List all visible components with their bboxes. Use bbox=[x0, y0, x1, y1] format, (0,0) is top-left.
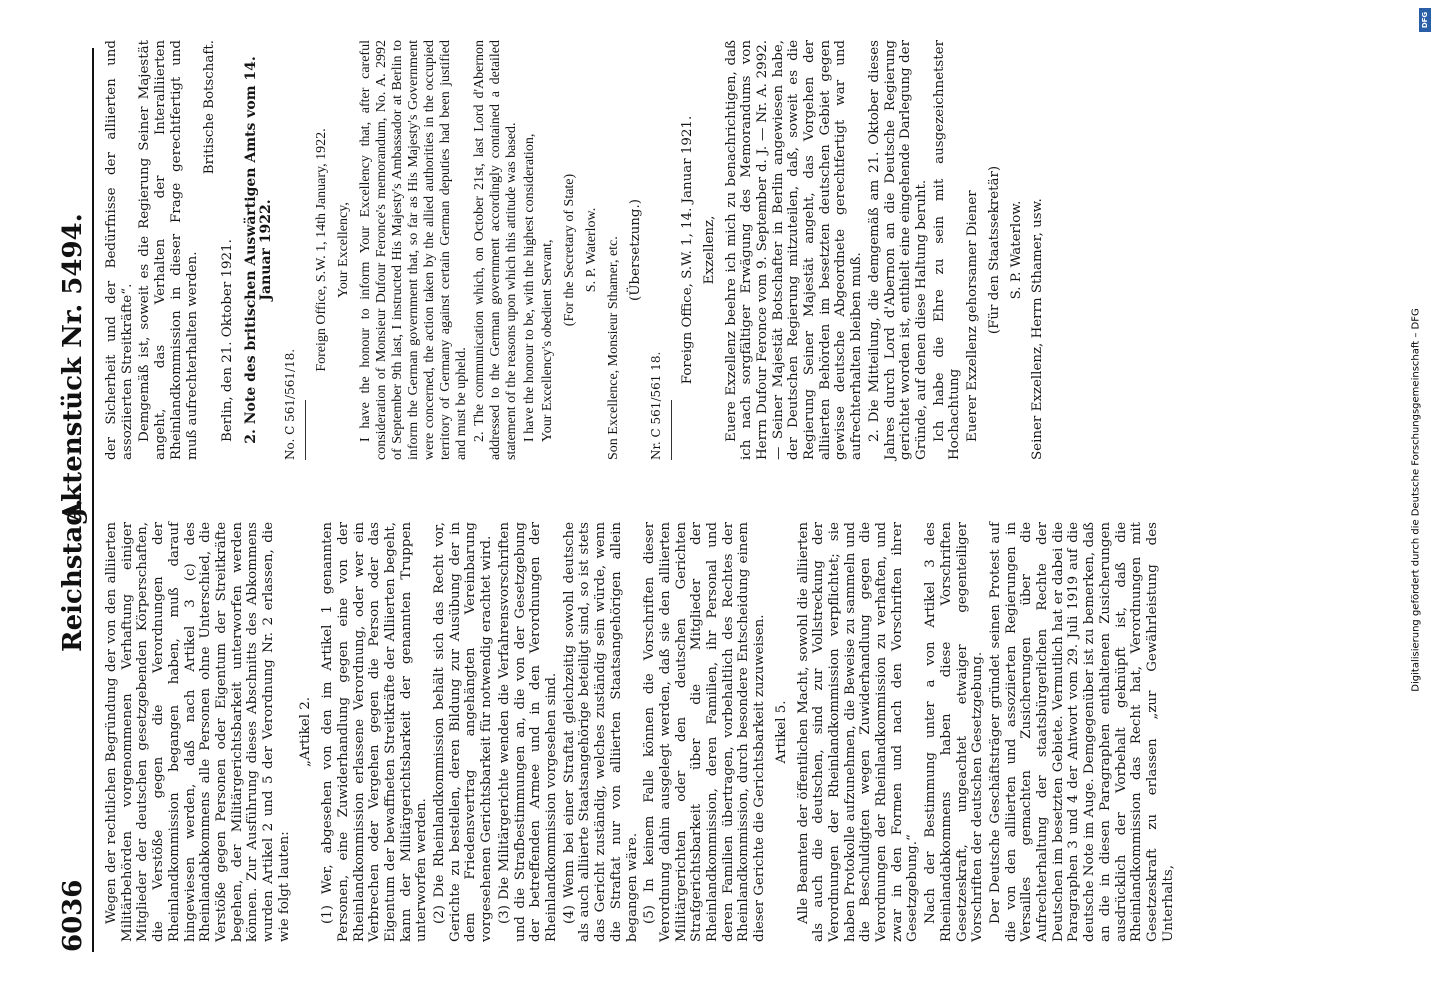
paragraph-nach: Nach der Bestimmung unter a von Artikel 3 des Rheinlandabkommens haben diese Vorschriften Gesetzeskraft, ungeachtet etwaiger gegenteiliger Vorschriften der deutschen Gesetzgebung. bbox=[923, 522, 986, 942]
article-2-para-5: (5) In keinem Falle können die Vorschriften dieser Verordnung dahin ausgelegt werden, daß sie den alliierten Militärgerichten oder den deutschen Gerichten Strafgerichtsbarkeit über die Mitglieder der Rheinlandkommission, deren Familien, ihr Personal und deren Familien übertragen, vorbehaltlich des Rechtes der Rheinlandkommission, durch besondere Entscheidung einem dieser Gerichte die Gerichtsbarkeit zuzuweisen. bbox=[642, 522, 768, 942]
credit-text: Digitalisierung gefördert durch die Deutsche Forschungsgemeinschaft – DFG bbox=[1410, 308, 1422, 692]
german-para-1: Euere Exzellenz beehre ich mich zu benachrichtigen, daß ich nach sorgfältiger Erwägung des Memorandums von Herrn Dufour Feronce vom 9. September d. J. — Nr. A. 2992. — Seiner Majestät Botschafter in Berlin angewiesen habe, der Deutschen Regierung mitzuteilen, daß, soweit es die Regierung Seiner Majestät angeht, das Vorgehen der alliierten Behörden im besetzten deutschen Gebiet gegen gewisse deutsche Abgeordnete gerechtfertigt war und aufrechterhalten bleiben muß. bbox=[723, 40, 865, 460]
translation-label: (Übersetzung.) bbox=[627, 199, 643, 301]
salutation-de: Exzellenz, bbox=[701, 215, 717, 285]
divider bbox=[671, 400, 672, 460]
closing-en: Your Excellency's obedient Servant, bbox=[539, 239, 555, 442]
divider bbox=[305, 400, 306, 460]
signer-en: S. P. Waterlow. bbox=[583, 207, 599, 293]
article-5-heading: Artikel 5. bbox=[773, 700, 789, 764]
right-column bbox=[104, 40, 1046, 460]
english-para-2: 2. The communication which, on October 21st, last Lord d'Abernon addressed to the German government accordingly contained a detailed statement of the reasons upon which this attitude was based. bbox=[471, 40, 519, 460]
signature-embassy: Britische Botschaft. bbox=[202, 40, 218, 175]
document-number: Aktenstück Nr. 5494. bbox=[58, 213, 88, 522]
salutation-en: Your Excellency, bbox=[335, 202, 351, 298]
intro-paragraph: Wegen der rechtlichen Begründung der von den alliierten Militärbehörden vorgenommenen Verhaftung einiger Mitglieder der deutschen gesetzgebenden Körperschaften, die Verstöße gegen die Verordnungen der Rheinlandkommission begangen haben, muß darauf hingewiesen werden, daß nach Artikel 3 (c) des Rheinlandabkommens alle Personen ohne Unterschied, die Verstöße gegen Personen oder Eigentum der Streitkräfte begehen, der Militärgerichtsbarkeit unterworfen werden können. Zur Ausführung dieses Abschnitts des Abkommens wurden Artikel 2 und 5 der Verordnung Nr. 2 erlassen, die wie folgt lauten: bbox=[104, 522, 292, 942]
closing-de: Euerer Exzellenz gehorsamer Diener bbox=[965, 190, 981, 442]
article-5-para-1: Alle Beamten der öffentlichen Macht, sowohl die alliierten als auch die deutschen, sind zur Vollstreckung der Verordnungen der Rheinlandkommission verpflichtet; sie haben Protokolle aufzunehmen, die Beweise zu sammeln und die Beschuldigten wegen Zuwiderhandlung gegen die Verordnungen der Rheinlandkommission zu verhaften, und zwar in den Formen und nach den Vorschriften ihrer Gesetzgebung.“ bbox=[795, 522, 921, 942]
addressee-de: Seiner Exzellenz, Herrn Sthamer, usw. bbox=[1030, 198, 1046, 460]
dfg-logo-text: DFG bbox=[1421, 11, 1429, 29]
section-heading-2: 2. Note des britischen Auswärtigen Amts vom 14. Januar 1922. bbox=[242, 56, 275, 444]
continuation-text: der Sicherheit und der Bedürfnisse der alliierten und assoziierten Streitkräfte“. bbox=[104, 40, 135, 460]
running-title: Reichstag. bbox=[58, 498, 88, 652]
digitization-credit bbox=[1401, 6, 1431, 994]
german-para-3: Ich habe die Ehre zu sein mit ausgezeichnetster Hochachtung bbox=[931, 40, 963, 460]
dfg-logo bbox=[1419, 8, 1431, 32]
reference-number-de: Nr. C 561/561 18. bbox=[649, 351, 664, 460]
article-2-para-2: (2) Die Rheinlandkommission behält sich das Recht vor, Gerichte zu bestellen, deren Bildung zur Ausübung der in dem Friedensvertrag angehängten Vereinbarung vorgesehenen Gerichtsbarkeit für notwendig erachtet wird. bbox=[432, 522, 495, 942]
german-para-2: 2. Die Mitteilung, die demgemäß am 21. Oktober dieses Jahres durch Lord d'Abernon an die Deutsche Regierung gerichtet worden ist, enthielt eine eingehende Darlegung der Gründe, auf denen diese Haltung beruht. bbox=[866, 40, 929, 460]
place-date-de: Foreign Office, S.W. 1, 14. Januar 1921. bbox=[680, 115, 696, 385]
article-2-para-3: (3) Die Militärgerichte wenden die Verfahrensvorschriften und die Strafbestimmungen an, die von der Gesetzgebung der betreffenden Armee und in den Verordnungen der Rheinlandkommission vorgesehen sind. bbox=[496, 522, 559, 942]
left-column bbox=[104, 522, 1176, 942]
for-secretary-en: (For the Secretary of State) bbox=[561, 173, 577, 327]
article-2-para-4: (4) Wenn bei einer Straftat gleichzeitig sowohl deutsche als auch alliierte Staatsangehörige beteiligt sind, so ist stets das Gericht zuständig, welches zuständig sein würde, wenn die Straftat nur von alliierten Staatsangehörigen allein begangen wäre. bbox=[561, 522, 640, 942]
date-line: Berlin, den 21. Oktober 1921. bbox=[219, 239, 235, 442]
article-2-para-1: (1) Wer, abgesehen von den im Artikel 1 genannten Personen, eine Zuwiderhandlung gegen eine von der Rheinlandkommission erlassene Verordnung, oder wer ein Verbrechen oder Vergehen gegen die Person oder das Eigentum der bewaffneten Streitkräfte der Alliierten begeht, kann der Militärgerichtsbarkeit der genannten Truppen unterworfen werden. bbox=[320, 522, 430, 942]
for-secretary-de: (Für den Staatssekretär) bbox=[986, 165, 1002, 335]
signer-de: S. P. Waterlow. bbox=[1008, 200, 1024, 300]
paragraph-demgemaess: Demgemäß ist, soweit es die Regierung Seiner Majestät angeht, das Verhalten der Interalliierten Rheinlandkommission in dieser Frage gerechtfertigt und muß aufrechterhalten werden. bbox=[137, 40, 200, 460]
reference-number-en: No. C 561/561/18. bbox=[283, 348, 298, 460]
english-para-3: I have the honour to be, with the highest consideration, bbox=[521, 133, 537, 442]
place-date-en: Foreign Office, S.W. 1, 14th January, 1922. bbox=[313, 128, 329, 372]
running-header bbox=[58, 48, 94, 952]
paragraph-geschaeftstraeger: Der Deutsche Geschäftsträger gründet seinen Protest auf die von den alliierten und assoziierten Regierungen in Versailles gemachten Zusicherungen über die Aufrechterhaltung der staatsbürgerlichen Rechte der Deutschen im besetzten Gebiete. Vermutlich hat er dabei die Paragraphen 3 und 4 der Antwort vom 29. Juli 1919 auf die deutsche Note im Auge. Demgegenüber ist zu bemerken, daß an die in diesen Paragraphen enthaltenen Zusicherungen ausdrücklich der Vorbehalt geknüpft ist, daß die Rheinlandkommission das Recht hat, Verordnungen mit Gesetzeskraft zu erlassen „zur Gewährleistung des Unterhalts, bbox=[987, 522, 1176, 942]
page-number: 6036 bbox=[58, 879, 88, 952]
article-2-heading: „Artikel 2. bbox=[298, 696, 314, 768]
english-para-1: I have the honour to inform Your Excellency that, after careful consideration of Monsieur Dufour Feronce's memorandum, No. A. 2992 of September 9th last, I instructed His Majesty's Ambassador at Berlin to inform the German government that, so far as His Majesty's Government were concerned, the action taken by the allied authorities in the occupied territory of Germany against certain German deputies had been justified and must be upheld. bbox=[357, 40, 469, 460]
addressee-en: Son Excellence, Monsieur Sthamer, etc. bbox=[605, 236, 621, 460]
